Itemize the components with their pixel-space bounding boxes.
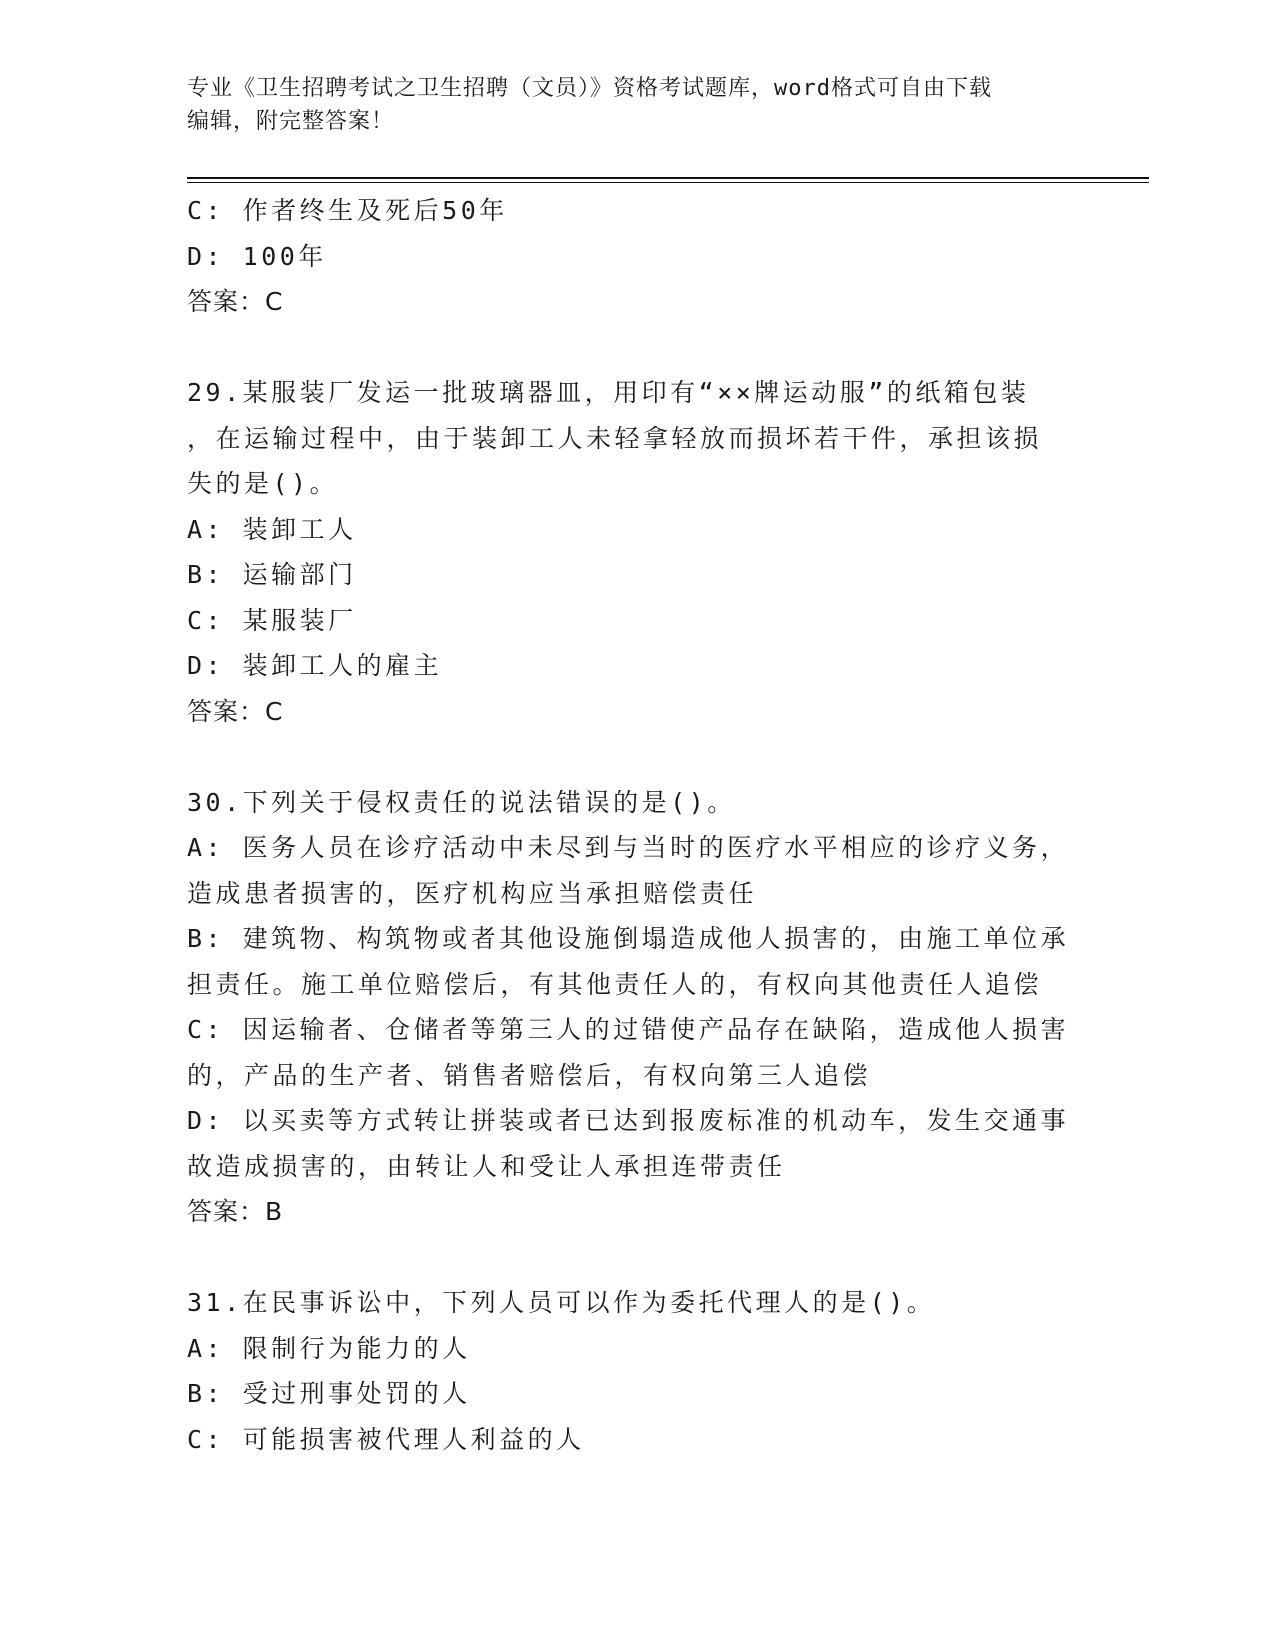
header-line-2: 编辑，附完整答案！ [187, 109, 395, 134]
option-c: C: 作者终生及死后50年 [187, 196, 508, 225]
header-divider-thick [187, 177, 1149, 179]
question-stem: 31.在民事诉讼中，下列人员可以作为委托代理人的是()。 [187, 1288, 936, 1317]
question-stem: 29.某服装厂发运一批玻璃器皿，用印有“××牌运动服”的纸箱包装 [187, 378, 1030, 407]
question-30 [187, 780, 1087, 1235]
question-stem: 失的是()。 [187, 469, 339, 498]
option-a-continued: 造成患者损害的，医疗机构应当承担赔偿责任 [187, 878, 758, 908]
option-a: A: 医务人员在诊疗活动中未尽到与当时的医疗水平相应的诊疗义务， [187, 833, 1070, 862]
option-d: D: 100年 [187, 241, 327, 271]
answer: 答案：C [187, 287, 284, 316]
question-stem: ，在运输过程中，由于装卸工人未轻拿轻放而损坏若干件，承担该损 [187, 423, 1043, 453]
question-spacer [187, 734, 1087, 780]
header-line-1: 专业《卫生招聘考试之卫生招聘（文员）》资格考试题库，word格式可自由下载 [187, 76, 992, 101]
option-c-continued: 的，产品的生产者、销售者赔偿后，有权向第三人追偿 [187, 1060, 872, 1090]
option-a: A: 限制行为能力的人 [187, 1333, 471, 1363]
answer: 答案：B [187, 1197, 284, 1226]
option-d: D: 以买卖等方式转让拼装或者已达到报废标准的机动车，发生交通事 [187, 1106, 1070, 1135]
option-b: B: 建筑物、构筑物或者其他设施倒塌造成他人损害的，由施工单位承 [187, 924, 1070, 953]
question-spacer [187, 325, 1087, 371]
document-header [187, 72, 1077, 138]
option-a: A: 装卸工人 [187, 514, 357, 544]
question-31 [187, 1280, 1087, 1462]
option-b: B: 受过刑事处罚的人 [187, 1379, 471, 1408]
option-c: C: 因运输者、仓储者等第三人的过错使产品存在缺陷，造成他人损害 [187, 1015, 1070, 1044]
option-c: C: 可能损害被代理人利益的人 [187, 1424, 585, 1454]
question-stem: 30.下列关于侵权责任的说法错误的是()。 [187, 787, 736, 817]
option-c: C: 某服装厂 [187, 605, 357, 635]
question-content [187, 188, 1087, 1462]
header-divider-thin [187, 182, 1149, 183]
option-d: D: 装卸工人的雇主 [187, 651, 443, 680]
option-d-continued: 故造成损害的，由转让人和受让人承担连带责任 [187, 1151, 786, 1181]
option-b-continued: 担责任。施工单位赔偿后，有其他责任人的，有权向其他责任人追偿 [187, 969, 1043, 999]
question-spacer [187, 1235, 1087, 1281]
question-29 [187, 370, 1087, 734]
answer: 答案：C [187, 696, 284, 726]
question-28-tail [187, 188, 1087, 325]
option-b: B: 运输部门 [187, 560, 357, 589]
